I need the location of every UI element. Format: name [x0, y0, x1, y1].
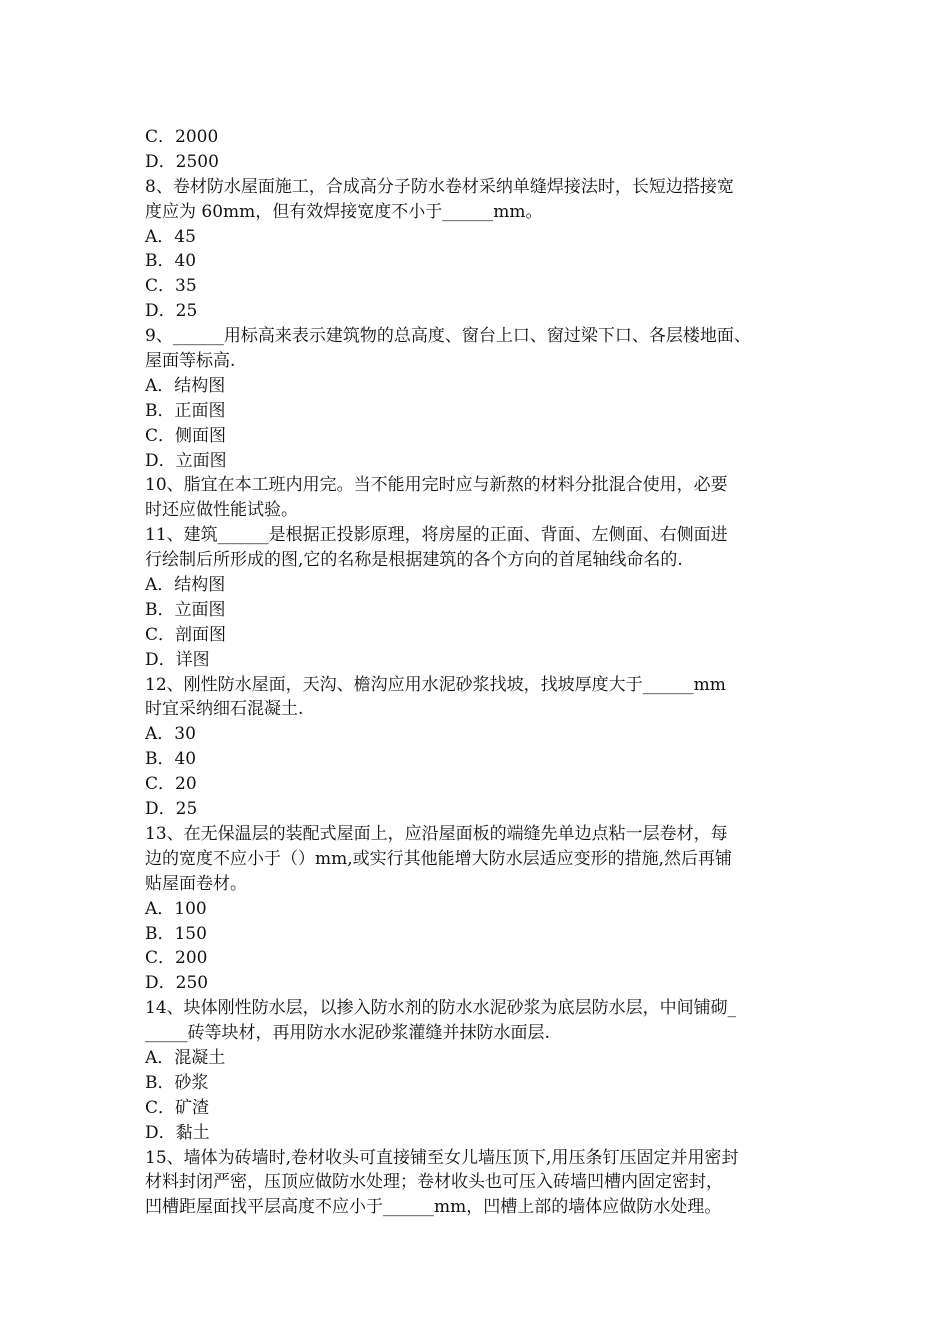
text-line: A．结构图	[145, 375, 226, 396]
text-line: 11、建筑______是根据正投影原理，将房屋的正面、背面、左侧面、右侧面进	[145, 525, 728, 546]
text-line: D．250	[145, 973, 209, 994]
text-line: D．黏土	[145, 1122, 210, 1143]
text-line: D．立面图	[145, 450, 227, 471]
text-line: 12、刚性防水屋面，天沟、檐沟应用水泥砂浆找坡，找坡厚度大于______mm	[145, 674, 726, 695]
text-line: 边的宽度不应小于（）mm,或实行其他能增大防水层适应变形的措施,然后再铺	[145, 848, 733, 869]
text-line: A．45	[145, 226, 196, 247]
text-line: A．100	[145, 898, 207, 919]
text-line: D．25	[145, 799, 198, 820]
text-line: 8、卷材防水屋面施工，合成高分子防水卷材采纳单缝焊接法时，长短边搭接宽	[145, 176, 734, 197]
text-line: C．2000	[145, 127, 219, 147]
text-line: 13、在无保温层的装配式屋面上，应沿屋面板的端缝先单边点粘一层卷材，每	[145, 823, 728, 844]
text-line: C．侧面图	[145, 425, 227, 446]
text-line: A．30	[145, 724, 196, 745]
text-line: B．砂浆	[145, 1072, 209, 1093]
text-line: B．150	[145, 923, 207, 944]
text-line: 10、脂宜在本工班内用完。当不能用完时应与新熬的材料分批混合使用，必要	[145, 475, 728, 496]
text-line: B．正面图	[145, 400, 226, 421]
text-line: C．剖面图	[145, 624, 227, 645]
text-line: 14、块体刚性防水层，以掺入防水剂的防水水泥砂浆为底层防水层，中间铺砌_	[145, 998, 737, 1019]
text-line: C．矿渣	[145, 1097, 210, 1118]
document-page	[145, 125, 815, 1220]
text-line: C．35	[145, 276, 197, 297]
text-line: D．详图	[145, 649, 210, 670]
text-line: 15、墙体为砖墙时,卷材收头可直接铺至女儿墙压顶下,用压条钉压固定并用密封	[145, 1147, 739, 1168]
text-line: 屋面等标高.	[145, 351, 236, 372]
text-line: D．25	[145, 301, 198, 322]
text-line: 9、______用标高来表示建筑物的总高度、窗台上口、窗过梁下口、各层楼地面、	[145, 326, 751, 347]
text-line: 材料封闭严密，压顶应做防水处理；卷材收头也可压入砖墙凹槽内固定密封，	[145, 1172, 723, 1193]
text-line: 时宜采纳细石混凝土.	[145, 699, 304, 720]
text-line: 贴屋面卷材。	[145, 873, 247, 894]
text-line: 凹槽距屋面找平层高度不应小于______mm，凹槽上部的墙体应做防水处理。	[145, 1197, 722, 1218]
text-line: 时还应做性能试验。	[145, 500, 298, 521]
text-line: B．立面图	[145, 599, 226, 620]
text-line: B．40	[145, 251, 197, 272]
text-line: _____砖等块材，再用防水水泥砂浆灌缝并抹防水面层.	[145, 1023, 550, 1044]
text-line: B．40	[145, 749, 197, 770]
text-line: D．2500	[145, 151, 219, 172]
text-line: 度应为 60mm，但有效焊接宽度不小于______mm。	[145, 201, 543, 222]
text-line: C．20	[145, 774, 197, 795]
text-line: C．200	[145, 948, 208, 969]
text-line: 行绘制后所形成的图,它的名称是根据建筑的各个方向的首尾轴线命名的.	[145, 550, 683, 571]
text-line: A．结构图	[145, 575, 226, 596]
text-line: A．混凝土	[145, 1047, 226, 1068]
